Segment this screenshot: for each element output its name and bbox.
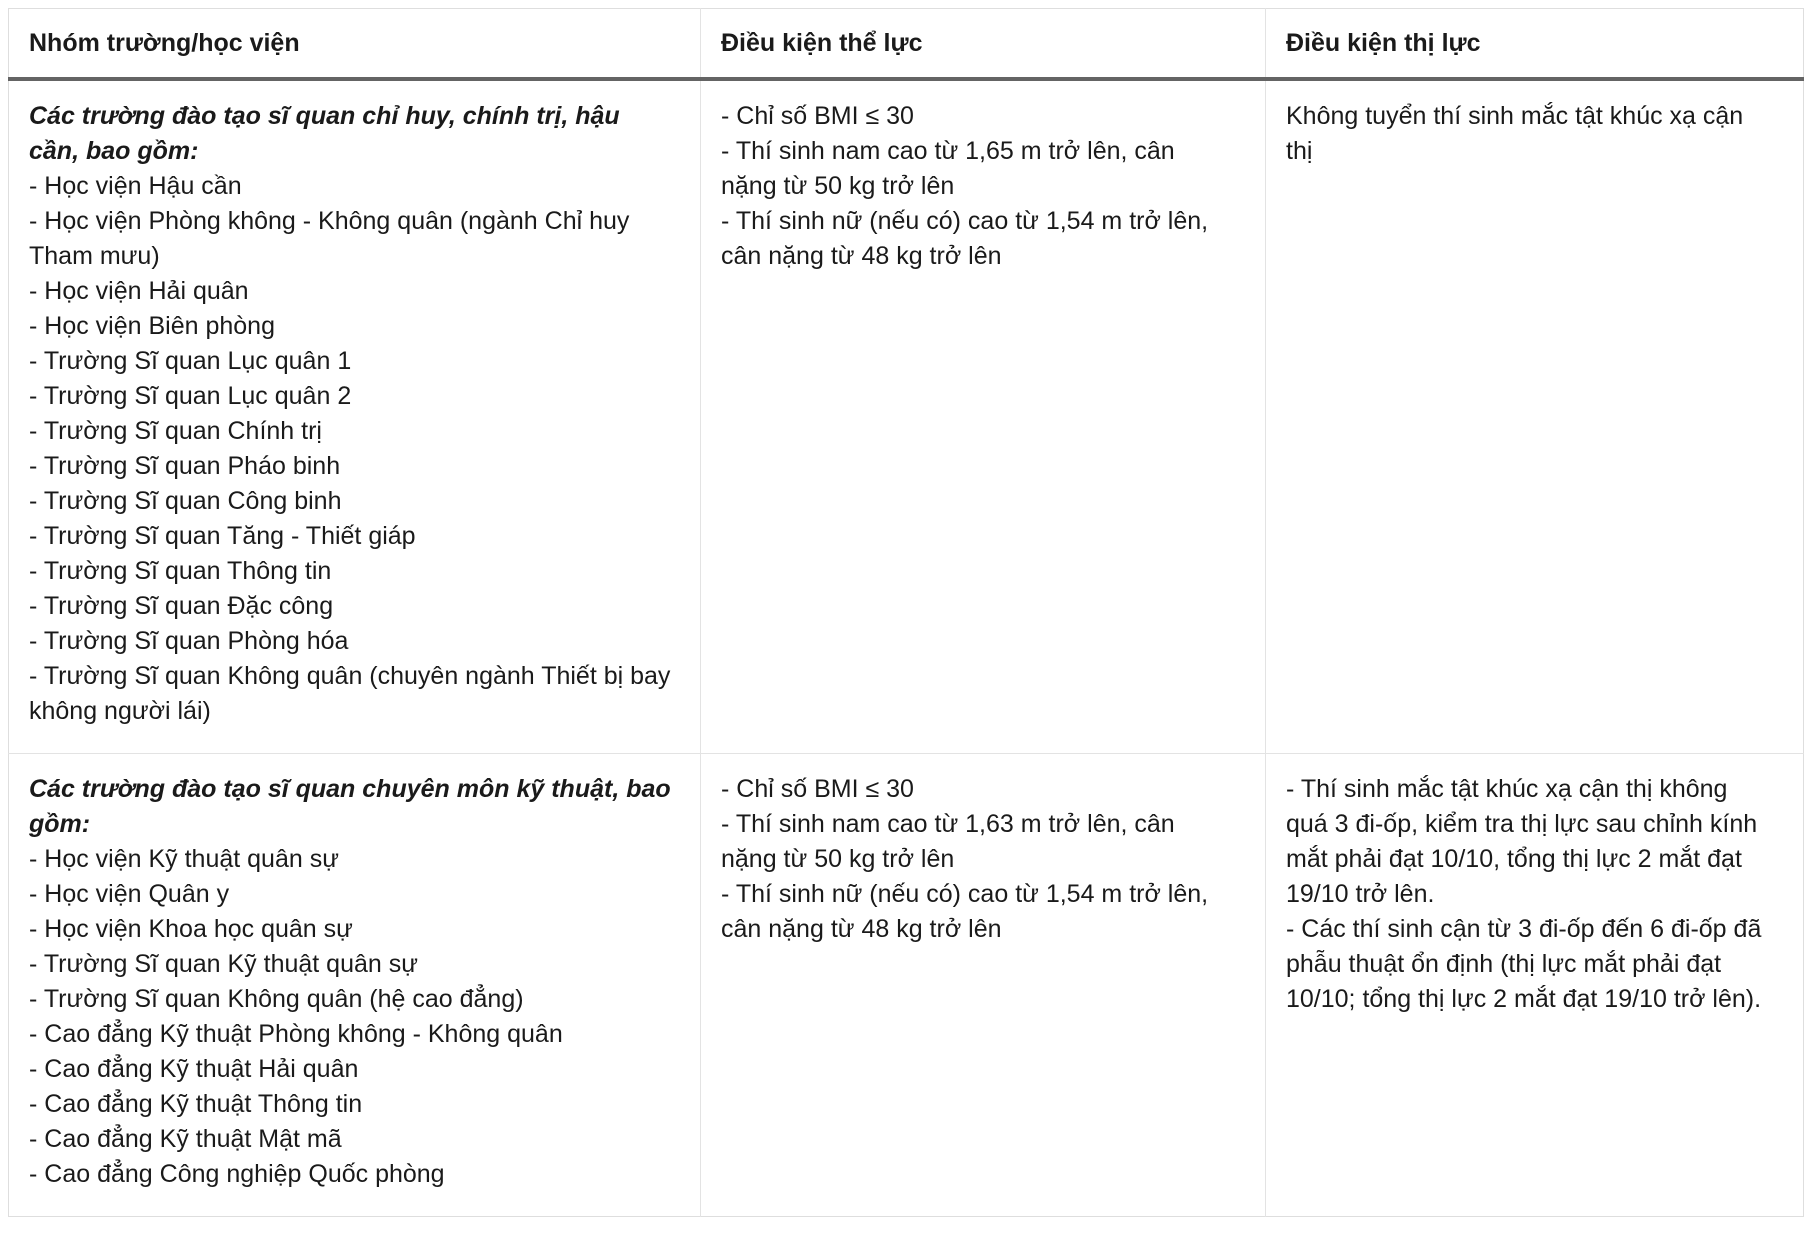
vision-condition-list (1286, 99, 1775, 169)
school-list (29, 169, 672, 729)
school-item: - Học viện Khoa học quân sự (29, 915, 353, 943)
school-item: - Cao đẳng Kỹ thuật Phòng không - Không quân (29, 1020, 563, 1048)
school-item: - Cao đẳng Công nghiệp Quốc phòng (29, 1160, 445, 1188)
school-item: - Trường Sĩ quan Lục quân 1 (29, 347, 352, 375)
col-header-vision-condition: Điều kiện thị lực (1266, 9, 1804, 80)
physical-condition-item: - Chỉ số BMI ≤ 30 (721, 775, 914, 803)
vision-condition-cell (1266, 754, 1804, 1217)
physical-condition-item: - Thí sinh nữ (nếu có) cao từ 1,54 m trở lên, cân nặng từ 48 kg trở lên (721, 880, 1209, 943)
physical-condition-item: - Chỉ số BMI ≤ 30 (721, 102, 914, 130)
physical-condition-item: - Thí sinh nữ (nếu có) cao từ 1,54 m trở lên, cân nặng từ 48 kg trở lên (721, 207, 1209, 270)
school-item: - Cao đẳng Kỹ thuật Mật mã (29, 1125, 342, 1153)
group-heading: Các trường đào tạo sĩ quan chuyên môn kỹ thuật, bao gồm: (29, 775, 671, 838)
school-item: - Trường Sĩ quan Không quân (chuyên ngành Thiết bị bay không người lái) (29, 662, 671, 725)
school-item: - Học viện Hải quân (29, 277, 249, 305)
school-item: - Trường Sĩ quan Kỹ thuật quân sự (29, 950, 418, 978)
physical-condition-cell (701, 754, 1266, 1217)
school-item: - Học viện Hậu cần (29, 172, 242, 200)
school-item: - Trường Sĩ quan Tăng - Thiết giáp (29, 522, 416, 550)
vision-condition-item: - Các thí sinh cận từ 3 đi-ốp đến 6 đi-ốp đã phẫu thuật ổn định (thị lực mắt phải đạt 10/10; tổng thị lực 2 mắt đạt 19/10 trở lên). (1286, 915, 1762, 1013)
school-item: - Cao đẳng Kỹ thuật Thông tin (29, 1090, 363, 1118)
physical-condition-item: - Thí sinh nam cao từ 1,63 m trở lên, cân nặng từ 50 kg trở lên (721, 810, 1175, 873)
physical-condition-item: - Thí sinh nam cao từ 1,65 m trở lên, cân nặng từ 50 kg trở lên (721, 137, 1175, 200)
schools-cell (9, 754, 701, 1217)
col-header-physical-condition: Điều kiện thể lực (701, 9, 1266, 80)
physical-condition-list (721, 772, 1237, 947)
school-list (29, 842, 672, 1192)
table-row-technical-officers (9, 754, 1804, 1217)
school-item: - Trường Sĩ quan Pháo binh (29, 452, 341, 480)
admission-requirements-table (8, 8, 1804, 1217)
school-item: - Trường Sĩ quan Không quân (hệ cao đẳng) (29, 985, 524, 1013)
school-item: - Trường Sĩ quan Lục quân 2 (29, 382, 352, 410)
school-item: - Trường Sĩ quan Đặc công (29, 592, 334, 620)
school-item: - Trường Sĩ quan Phòng hóa (29, 627, 349, 655)
schools-cell (9, 79, 701, 754)
school-item: - Học viện Biên phòng (29, 312, 275, 340)
school-item: - Trường Sĩ quan Chính trị (29, 417, 322, 445)
school-item: - Trường Sĩ quan Thông tin (29, 557, 332, 585)
group-heading: Các trường đào tạo sĩ quan chỉ huy, chính trị, hậu cần, bao gồm: (29, 102, 620, 165)
physical-condition-list (721, 99, 1237, 274)
vision-condition-cell (1266, 79, 1804, 754)
vision-condition-list (1286, 772, 1775, 1017)
school-item: - Học viện Kỹ thuật quân sự (29, 845, 339, 873)
school-item: - Học viện Quân y (29, 880, 230, 908)
school-item: - Trường Sĩ quan Công binh (29, 487, 342, 515)
table-row-command-officers (9, 79, 1804, 754)
physical-condition-cell (701, 79, 1266, 754)
school-item: - Học viện Phòng không - Không quân (ngành Chỉ huy Tham mưu) (29, 207, 630, 270)
vision-condition-item: - Thí sinh mắc tật khúc xạ cận thị không quá 3 đi-ốp, kiểm tra thị lực sau chỉnh kính mắt phải đạt 10/10, tổng thị lực 2 mắt đạt 19/10 trở lên. (1286, 775, 1758, 908)
header-row (9, 9, 1804, 80)
school-item: - Cao đẳng Kỹ thuật Hải quân (29, 1055, 359, 1083)
vision-condition-item: Không tuyển thí sinh mắc tật khúc xạ cận thị (1286, 102, 1744, 165)
col-header-school-group: Nhóm trường/học viện (9, 9, 701, 80)
